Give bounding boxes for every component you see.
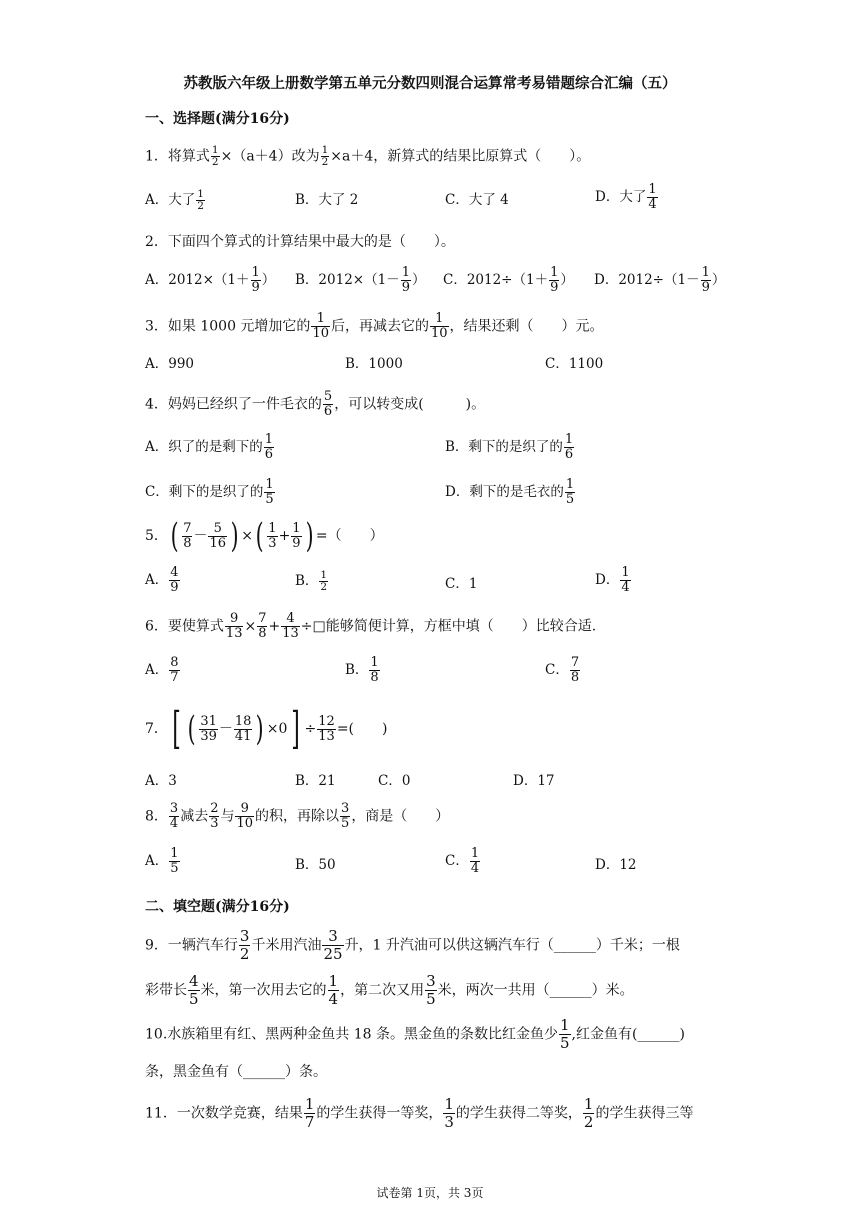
q4-option-c[interactable]: C．剩下的是织了的 $\frac{1}{5}$	[145, 477, 274, 507]
question-2: 2．下面四个算式的计算结果中最大的是（ ）。	[145, 234, 455, 250]
fraction: $\frac{1}{5}$	[559, 1016, 570, 1052]
fraction: $\frac{1}{5}$	[170, 846, 179, 876]
question-6: 6．要使算式 $\frac{9}{13}$ × $\frac{7}{8}$ + $\frac{4}{13}$ ÷□能够简便计算，方框中填（ ）比较合适.	[145, 611, 597, 641]
fraction: $\frac{3}{5}$	[341, 801, 350, 831]
fraction: $\frac{4}{9}$	[170, 565, 179, 595]
q5-option-d[interactable]: D． $\frac{1}{4}$	[595, 565, 630, 595]
fraction: $\frac{9}{13}$	[225, 611, 243, 641]
page-footer: 试卷第 1页，共 3页	[376, 1186, 484, 1200]
fraction: $\frac{1}{2}$	[321, 144, 329, 168]
fraction: $\frac{9}{10}$	[236, 801, 254, 831]
fraction: $\frac{4}{13}$	[282, 611, 299, 641]
section-heading-fill: 二、填空题(满分16分)	[145, 899, 290, 915]
q7-option-a[interactable]: A．3	[145, 773, 177, 789]
q1-option-c[interactable]: C．大了 4	[445, 192, 509, 208]
q6-option-c[interactable]: C． $\frac{7}{8}$	[545, 655, 580, 685]
question-11: 11．一次数学竞赛，结果 $\frac{1}{7}$ 的学生获得一等奖， $\frac{1}{3}$ 的学生获得二等奖， $\frac{1}{2}$ 的学生获得三等	[145, 1095, 694, 1131]
fraction: $\frac{1}{4}$	[621, 565, 630, 595]
q8-option-a[interactable]: A． $\frac{1}{5}$	[145, 846, 179, 876]
q2-option-b[interactable]: B．2012×（1－ $\frac{1}{9}$ ）	[295, 265, 426, 295]
q6-option-a[interactable]: A． $\frac{8}{7}$	[145, 655, 179, 685]
q7-option-b[interactable]: B．21	[295, 773, 336, 789]
fraction: $\frac{1}{9}$	[701, 265, 710, 295]
fraction: $\frac{1}{3}$	[444, 1095, 454, 1131]
fraction: $\frac{1}{3}$	[268, 520, 277, 551]
q3-option-b[interactable]: B．1000	[345, 356, 403, 372]
fraction: $\frac{1}{10}$	[430, 311, 448, 341]
q5-option-a[interactable]: A． $\frac{4}{9}$	[145, 565, 179, 595]
fraction: $\frac{7}{8}$	[258, 611, 267, 641]
fraction: $\frac{1}{10}$	[312, 311, 329, 341]
question-3: 3．如果 1000 元增加它的 $\frac{1}{10}$ 后，再减去它的 $\frac{1}{10}$ ，结果还剩（ ）元。	[145, 311, 604, 341]
q3-option-c[interactable]: C．1100	[545, 356, 604, 372]
question-7: 7．[ ( $\frac{31}{39}$ － $\frac{18}{41}$ ) ×0] ÷ $\frac{12}{13}$ =( )	[145, 703, 388, 754]
fraction: $\frac{3}{4}$	[169, 801, 179, 831]
q3-option-a[interactable]: A．990	[145, 356, 195, 372]
fraction: $\frac{3}{25}$	[323, 927, 343, 963]
fraction: $\frac{1}{2}$	[197, 188, 204, 212]
fraction: $\frac{3}{2}$	[239, 927, 250, 963]
fraction: $\frac{1}{2}$	[320, 569, 328, 593]
fraction: $\frac{8}{7}$	[170, 655, 179, 685]
page-title: 苏教版六年级上册数学第五单元分数四则混合运算常考易错题综合汇编（五）	[183, 75, 677, 92]
question-10-line-1: 10.水族箱里有红、黑两种金鱼共 18 条。黑金鱼的条数比红金鱼少 $\frac{1}{5}$ ,红金鱼有(______)	[145, 1016, 685, 1052]
q4-option-a[interactable]: A．织了的是剩下的 $\frac{1}{6}$	[145, 432, 274, 462]
question-4: 4．妈妈已经织了一件毛衣的 $\frac{5}{6}$ ，可以转变成( )。	[145, 389, 486, 419]
q7-option-d[interactable]: D．17	[513, 773, 555, 789]
q1-option-a[interactable]: A．大了 $\frac{1}{2}$	[145, 188, 204, 212]
fraction: $\frac{12}{13}$	[318, 713, 335, 744]
q2-option-d[interactable]: D．2012÷（1－ $\frac{1}{9}$ ）	[594, 265, 726, 295]
fraction: $\frac{1}{2}$	[583, 1095, 594, 1131]
section-heading-choice: 一、选择题(满分16分)	[145, 111, 290, 127]
fraction: $\frac{1}{8}$	[370, 655, 379, 685]
fraction: $\frac{1}{9}$	[292, 520, 301, 551]
q1-option-b[interactable]: B．大了 2	[295, 192, 359, 208]
question-9-line-1: 9．一辆汽车行 $\frac{3}{2}$ 千米用汽油 $\frac{3}{25}$ 升，1 升汽油可以供这辆汽车行（______）千米；一根	[145, 927, 680, 963]
q2-option-c[interactable]: C．2012÷（1＋ $\frac{1}{9}$ ）	[443, 265, 574, 295]
fraction: $\frac{1}{9}$	[550, 265, 559, 295]
q8-option-c[interactable]: C． $\frac{1}{4}$	[445, 846, 480, 876]
fraction: $\frac{18}{41}$	[234, 713, 252, 744]
question-9-line-2: 彩带长 $\frac{4}{5}$ 米，第一次用去它的 $\frac{1}{4}$ ，第二次又用 $\frac{3}{5}$ 米，两次一共用（______）米。	[145, 972, 634, 1008]
fraction: $\frac{1}{4}$	[648, 182, 657, 212]
question-8: 8． $\frac{3}{4}$ 减去 $\frac{2}{3}$ 与 $\frac{9}{10}$ 的积，再除以 $\frac{3}{5}$ ，商是（ ）	[145, 801, 450, 831]
fraction: $\frac{1}{4}$	[470, 846, 480, 876]
fraction: $\frac{1}{6}$	[564, 432, 574, 462]
fraction: $\frac{7}{8}$	[570, 655, 580, 685]
fraction: $\frac{2}{3}$	[210, 801, 219, 831]
q4-option-d[interactable]: D．剩下的是毛衣的 $\frac{1}{5}$	[445, 477, 575, 507]
question-1: 1．将算式 $\frac{1}{2}$ ×（a＋4）改为 $\frac{1}{2}$ ×a＋4，新算式的结果比原算式（ ）。	[145, 144, 591, 168]
q7-option-c[interactable]: C．0	[378, 773, 411, 789]
fraction: $\frac{4}{5}$	[189, 972, 199, 1008]
fraction: $\frac{1}{5}$	[565, 477, 575, 507]
fraction: $\frac{31}{39}$	[200, 713, 217, 744]
q4-option-b[interactable]: B．剩下的是织了的 $\frac{1}{6}$	[445, 432, 574, 462]
fraction: $\frac{1}{9}$	[251, 265, 260, 295]
fraction: $\frac{1}{4}$	[328, 972, 339, 1008]
q8-option-d[interactable]: D．12	[595, 857, 637, 873]
fraction: $\frac{1}{9}$	[401, 265, 410, 295]
question-10-line-2: 条，黑金鱼有（______）条。	[145, 1064, 327, 1080]
fraction: $\frac{1}{2}$	[211, 144, 219, 168]
fraction: $\frac{1}{5}$	[265, 477, 274, 507]
q2-option-a[interactable]: A．2012×（1＋ $\frac{1}{9}$ ）	[145, 265, 276, 295]
fraction: $\frac{1}{6}$	[264, 432, 274, 462]
q5-option-b[interactable]: B． $\frac{1}{2}$	[295, 569, 328, 593]
fraction: $\frac{7}{8}$	[183, 520, 192, 551]
q6-option-b[interactable]: B． $\frac{1}{8}$	[345, 655, 379, 685]
question-5: 5．( $\frac{7}{8}$ － $\frac{5}{16}$ ) ×( $\frac{1}{3}$ + $\frac{1}{9}$ ) =（ ）	[145, 516, 384, 556]
fraction: $\frac{3}{5}$	[426, 972, 436, 1008]
fraction: $\frac{1}{7}$	[304, 1095, 315, 1131]
q5-option-c[interactable]: C．1	[445, 576, 478, 592]
q8-option-b[interactable]: B．50	[295, 857, 336, 873]
q1-option-d[interactable]: D．大了 $\frac{1}{4}$	[595, 182, 657, 212]
fraction: $\frac{5}{16}$	[209, 520, 227, 551]
fraction: $\frac{5}{6}$	[323, 389, 333, 419]
